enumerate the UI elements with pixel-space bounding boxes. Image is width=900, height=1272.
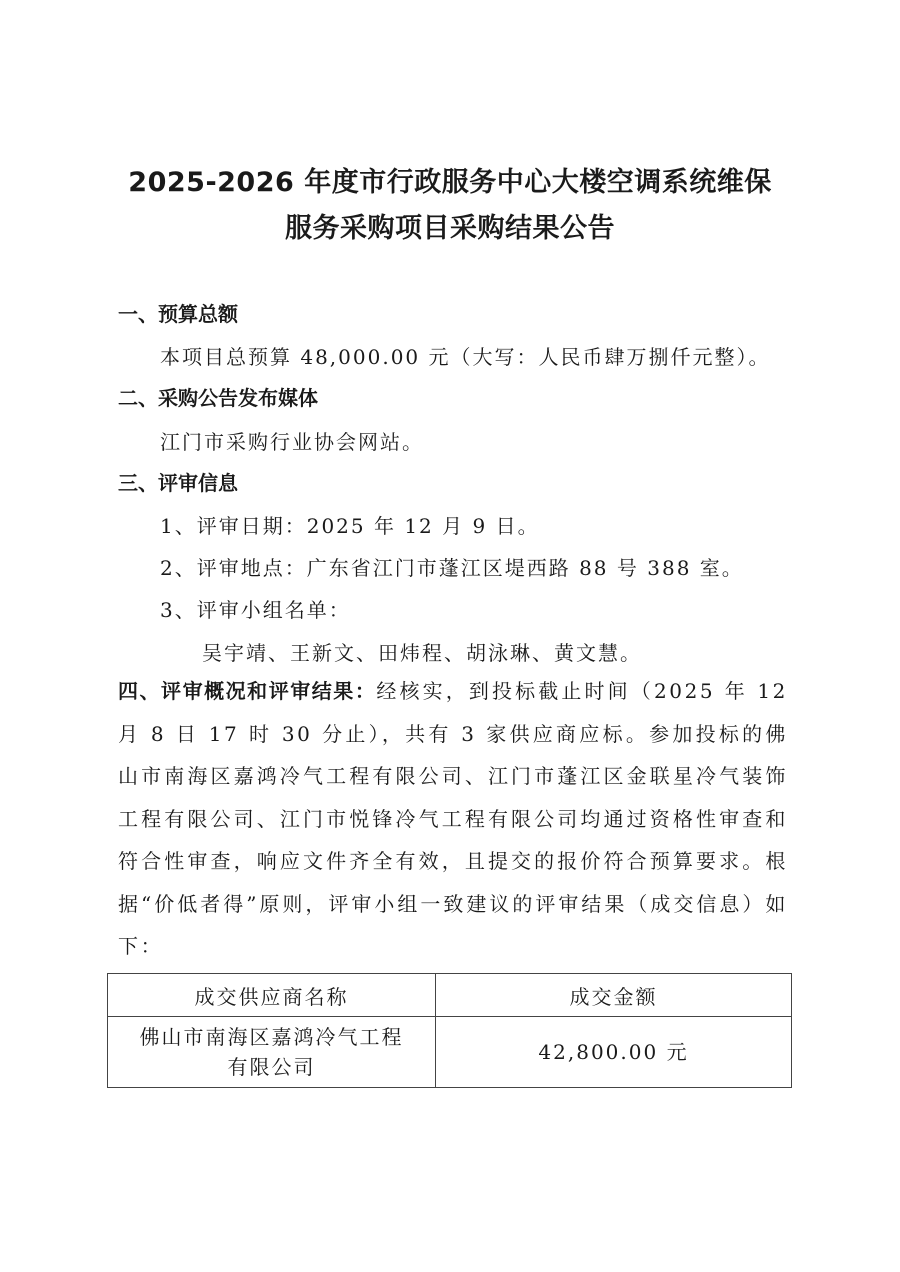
- review-result-paragraph: [118, 670, 788, 968]
- review-date: 1、评审日期：2025 年 12 月 9 日。: [160, 514, 540, 538]
- media-text: 江门市采购行业协会网站。: [160, 430, 424, 454]
- supplier-line2: 有限公司: [227, 1055, 316, 1079]
- section-heading-media: 二、采购公告发布媒体: [118, 386, 318, 410]
- section-heading-budget: 一、预算总额: [118, 302, 238, 326]
- document-title-line2: 服务采购项目采购结果公告: [285, 213, 615, 244]
- document-title-line1: 2025-2026 年度市行政服务中心大楼空调系统维保: [128, 167, 772, 198]
- cell-amount: 42,800.00 元: [436, 1017, 792, 1088]
- table-row: [108, 1017, 792, 1088]
- supplier-line1: 佛山市南海区嘉鸿冷气工程: [139, 1025, 404, 1049]
- table-header-row: [108, 974, 792, 1017]
- review-location: 2、评审地点：广东省江门市蓬江区堤西路 88 号 388 室。: [160, 556, 744, 580]
- result-table: [107, 973, 792, 1088]
- header-supplier: 成交供应商名称: [108, 974, 436, 1017]
- review-result-text: 经核实，到投标截止时间（2025 年 12 月 8 日 17 时 30 分止），共有 3 家供应商应标。参加投标的佛山市南海区嘉鸿冷气工程有限公司、江门市蓬江区金联星冷气装饰工程有限公司、江门市悦锋冷气工程有限公司均通过资格性审查和符合性审查，响应文件齐全有效，且提交的报价符合预算要求。根据“价低者得”原则，评审小组一致建议的评审结果（成交信息）如下：: [118, 679, 788, 958]
- header-amount: 成交金额: [436, 974, 792, 1017]
- cell-supplier: [108, 1017, 436, 1088]
- review-panel-label: 3、评审小组名单：: [160, 598, 351, 622]
- section-heading-review-result: 四、评审概况和评审结果：: [118, 679, 377, 703]
- budget-text: 本项目总预算 48,000.00 元（大写：人民币肆万捌仟元整）。: [160, 345, 771, 369]
- review-panel-members: 吴宇靖、王新文、田炜程、胡泳琳、黄文慧。: [202, 641, 642, 665]
- section-heading-review-info: 三、评审信息: [118, 471, 238, 495]
